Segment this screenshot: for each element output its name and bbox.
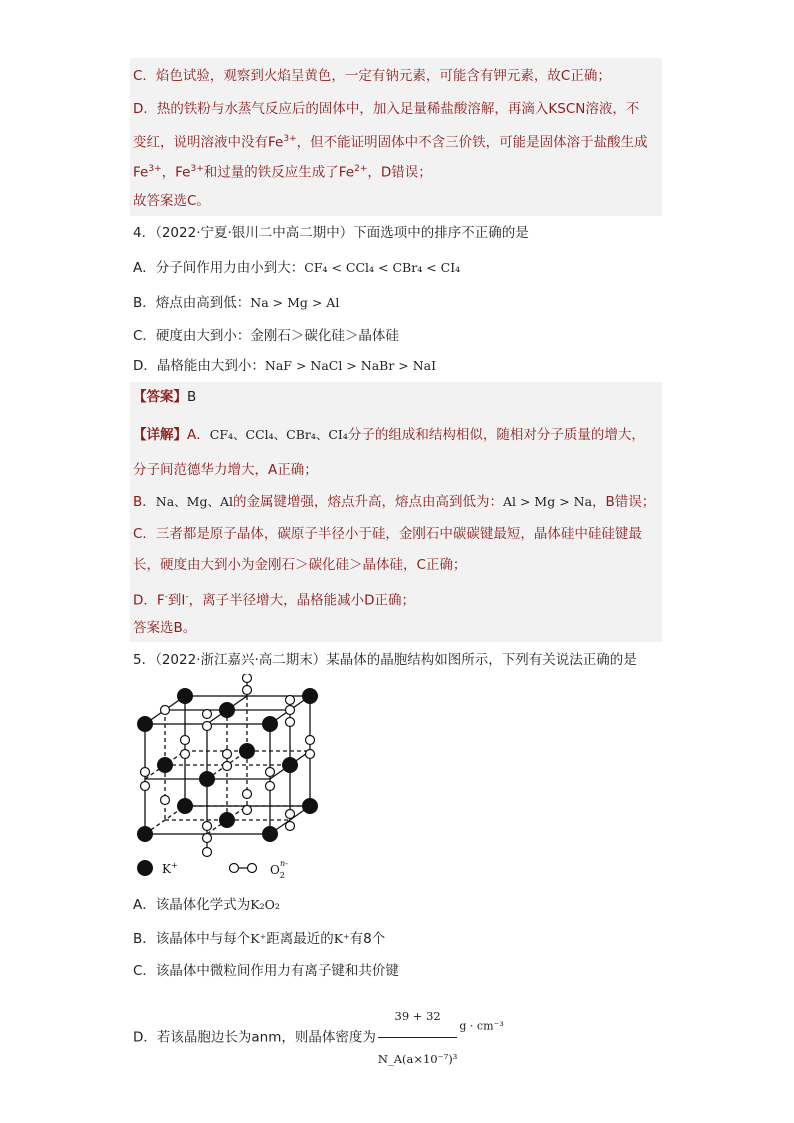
legend-k-marker xyxy=(137,860,153,876)
q4-detail-a2: 分子间范德华力增大，A正确； xyxy=(133,462,318,478)
block1-d-line2: 变红，说明溶液中没有$Fe^{3+}$，但不能证明固体中不含三价铁，可能是固体溶于盐酸生成 xyxy=(133,134,648,151)
block1-final: 故答案选C。 xyxy=(133,193,210,209)
q4-detail-c2: 长，硬度由大到小为金刚石＞碳化硅＞晶体硅，C正确； xyxy=(133,557,467,573)
q4-option-a: A．分子间作用力由小到大：CF₄ < CCl₄ < CBr₄ < CI₄ xyxy=(133,260,461,276)
q4-detail-c1: C．三者都是原子晶体，碳原子半径小于硅，金刚石中碳碳键最短，晶体硅中硅硅键最 xyxy=(133,526,642,542)
q4-option-d: D．晶格能由大到小：NaF > NaCl > NaBr > NaI xyxy=(133,358,437,374)
svg-text:O2n-: $O_2n-$ xyxy=(270,859,288,880)
block1-c-line: C．焰色试验，观察到火焰呈黄色，一定有钠元素，可能含有钾元素，故C正确； xyxy=(133,68,611,84)
q4-answer: 【答案】B xyxy=(133,389,197,405)
legend-o2-label: O xyxy=(270,863,280,877)
q4-final: 答案选B。 xyxy=(133,620,197,636)
legend-k-label: K xyxy=(162,862,171,876)
q5-option-a: A．该晶体化学式为K₂O₂ xyxy=(133,897,280,913)
block1-d-line3: $Fe^{3+}$，$Fe^{3+}$和过量的铁反应生成了$Fe^{2+}$，D错误； xyxy=(133,164,432,181)
q5-stem: 5．（2022·浙江嘉兴·高二期末）某晶体的晶胞结构如图所示，下列有关说法正确的是 xyxy=(133,652,637,668)
q5-option-b: B．该晶体中与每个K⁺距离最近的K⁺有8个 xyxy=(133,931,386,947)
q4-detail-a1: 【详解】A．CF₄、CCl₄、CBr₄、CI₄分子的组成和结构相似，随相对分子质量的增大， xyxy=(133,427,645,443)
q4-option-c: C．硬度由大到小：金刚石＞碳化硅＞晶体硅 xyxy=(133,328,399,344)
q5-option-d: D．若该晶胞边长为anm，则晶体密度为 $\frac{39 + 32}{\text{N\_A(a×10⁻⁷)³}}$ $^{g \cdot cm^{-3}}$ xyxy=(133,996,504,1079)
q4-detail-b: B．Na、Mg、Al的金属键增强，熔点升高，熔点由高到低为：Al > Mg > Na，B错误； xyxy=(133,494,656,510)
legend-o2-marker xyxy=(230,864,257,873)
q4-stem: 4．（2022·宁夏·银川二中高二期中）下面选项中的排序不正确的是 xyxy=(133,225,529,241)
q4-detail-d: D．F-到I-，离子半径增大，晶格能减小D正确； xyxy=(133,592,416,609)
svg-text:K+ xyxy=(162,861,178,876)
legend-k-sup: + xyxy=(170,861,178,870)
q5-option-c: C．该晶体中微粒间作用力有离子键和共价键 xyxy=(133,963,399,979)
q4-option-b: B．熔点由高到低：Na > Mg > Al xyxy=(133,295,340,311)
crystal-cell-figure xyxy=(130,674,330,884)
block1-d-line1: D．热的铁粉与水蒸气反应后的固体中，加入足量稀盐酸溶解，再滴入KSCN溶液，不 xyxy=(133,101,640,117)
density-fraction: $\frac{39 + 32}{\text{N\_A(a×10⁻⁷)³}}$ xyxy=(378,996,458,1079)
